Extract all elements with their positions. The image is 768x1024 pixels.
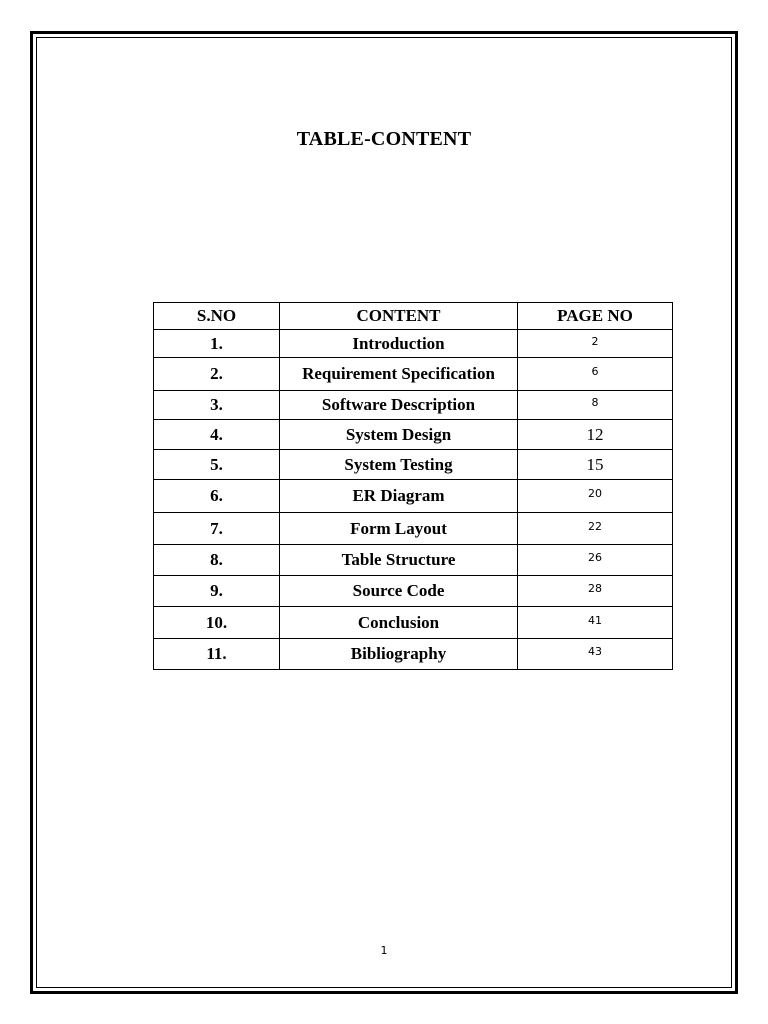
row-content: Conclusion — [280, 607, 518, 639]
table-row — [154, 639, 673, 670]
page-no-value: 20 — [588, 487, 602, 500]
table-row — [154, 480, 673, 513]
row-content: Form Layout — [280, 513, 518, 545]
column-header-sno: S.NO — [154, 303, 280, 330]
page-no-value: 8 — [591, 396, 599, 409]
row-sno: 7. — [154, 513, 280, 545]
table-row — [154, 607, 673, 639]
row-content: System Design — [280, 420, 518, 450]
table-row — [154, 513, 673, 545]
page-number: 1 — [380, 944, 388, 957]
page-no-value: 43 — [588, 645, 602, 658]
row-content: ER Diagram — [280, 480, 518, 513]
page-no-value: 26 — [588, 551, 602, 564]
row-page-no — [518, 513, 673, 545]
row-sno: 6. — [154, 480, 280, 513]
table-of-contents — [153, 302, 673, 670]
row-page-no — [518, 545, 673, 576]
page-no-value: 22 — [588, 519, 602, 533]
row-sno: 11. — [154, 639, 280, 670]
row-sno: 5. — [154, 450, 280, 480]
row-page-no — [518, 639, 673, 670]
row-sno: 1. — [154, 330, 280, 358]
row-content: Source Code — [280, 576, 518, 607]
page-no-value: 12 — [586, 424, 604, 444]
page-no-value: 41 — [588, 613, 602, 627]
row-sno: 10. — [154, 607, 280, 639]
table-row — [154, 450, 673, 480]
page-no-value: 6 — [591, 365, 599, 378]
row-page-no — [518, 391, 673, 420]
row-page-no — [518, 358, 673, 391]
page-title: TABLE-CONTENT — [296, 128, 472, 150]
row-sno: 2. — [154, 358, 280, 391]
page-no-value: 2 — [591, 334, 599, 348]
page-no-value: 28 — [588, 582, 602, 595]
row-content: Requirement Specification — [280, 358, 518, 391]
table-row — [154, 545, 673, 576]
page-no-value: 15 — [586, 454, 604, 474]
column-header-content: CONTENT — [280, 303, 518, 330]
row-content: Table Structure — [280, 545, 518, 576]
table-row — [154, 391, 673, 420]
row-page-no — [518, 576, 673, 607]
row-content: Bibliography — [280, 639, 518, 670]
row-sno: 4. — [154, 420, 280, 450]
row-page-no — [518, 420, 673, 450]
row-sno: 8. — [154, 545, 280, 576]
table-header-row — [154, 303, 673, 330]
table-row — [154, 420, 673, 450]
column-header-page-no: PAGE NO — [518, 303, 673, 330]
table-row — [154, 330, 673, 358]
table-row — [154, 358, 673, 391]
row-content: System Testing — [280, 450, 518, 480]
row-content: Software Description — [280, 391, 518, 420]
row-page-no — [518, 480, 673, 513]
row-sno: 9. — [154, 576, 280, 607]
row-sno: 3. — [154, 391, 280, 420]
row-content: Introduction — [280, 330, 518, 358]
table-row — [154, 576, 673, 607]
row-page-no — [518, 450, 673, 480]
row-page-no — [518, 607, 673, 639]
row-page-no — [518, 330, 673, 358]
